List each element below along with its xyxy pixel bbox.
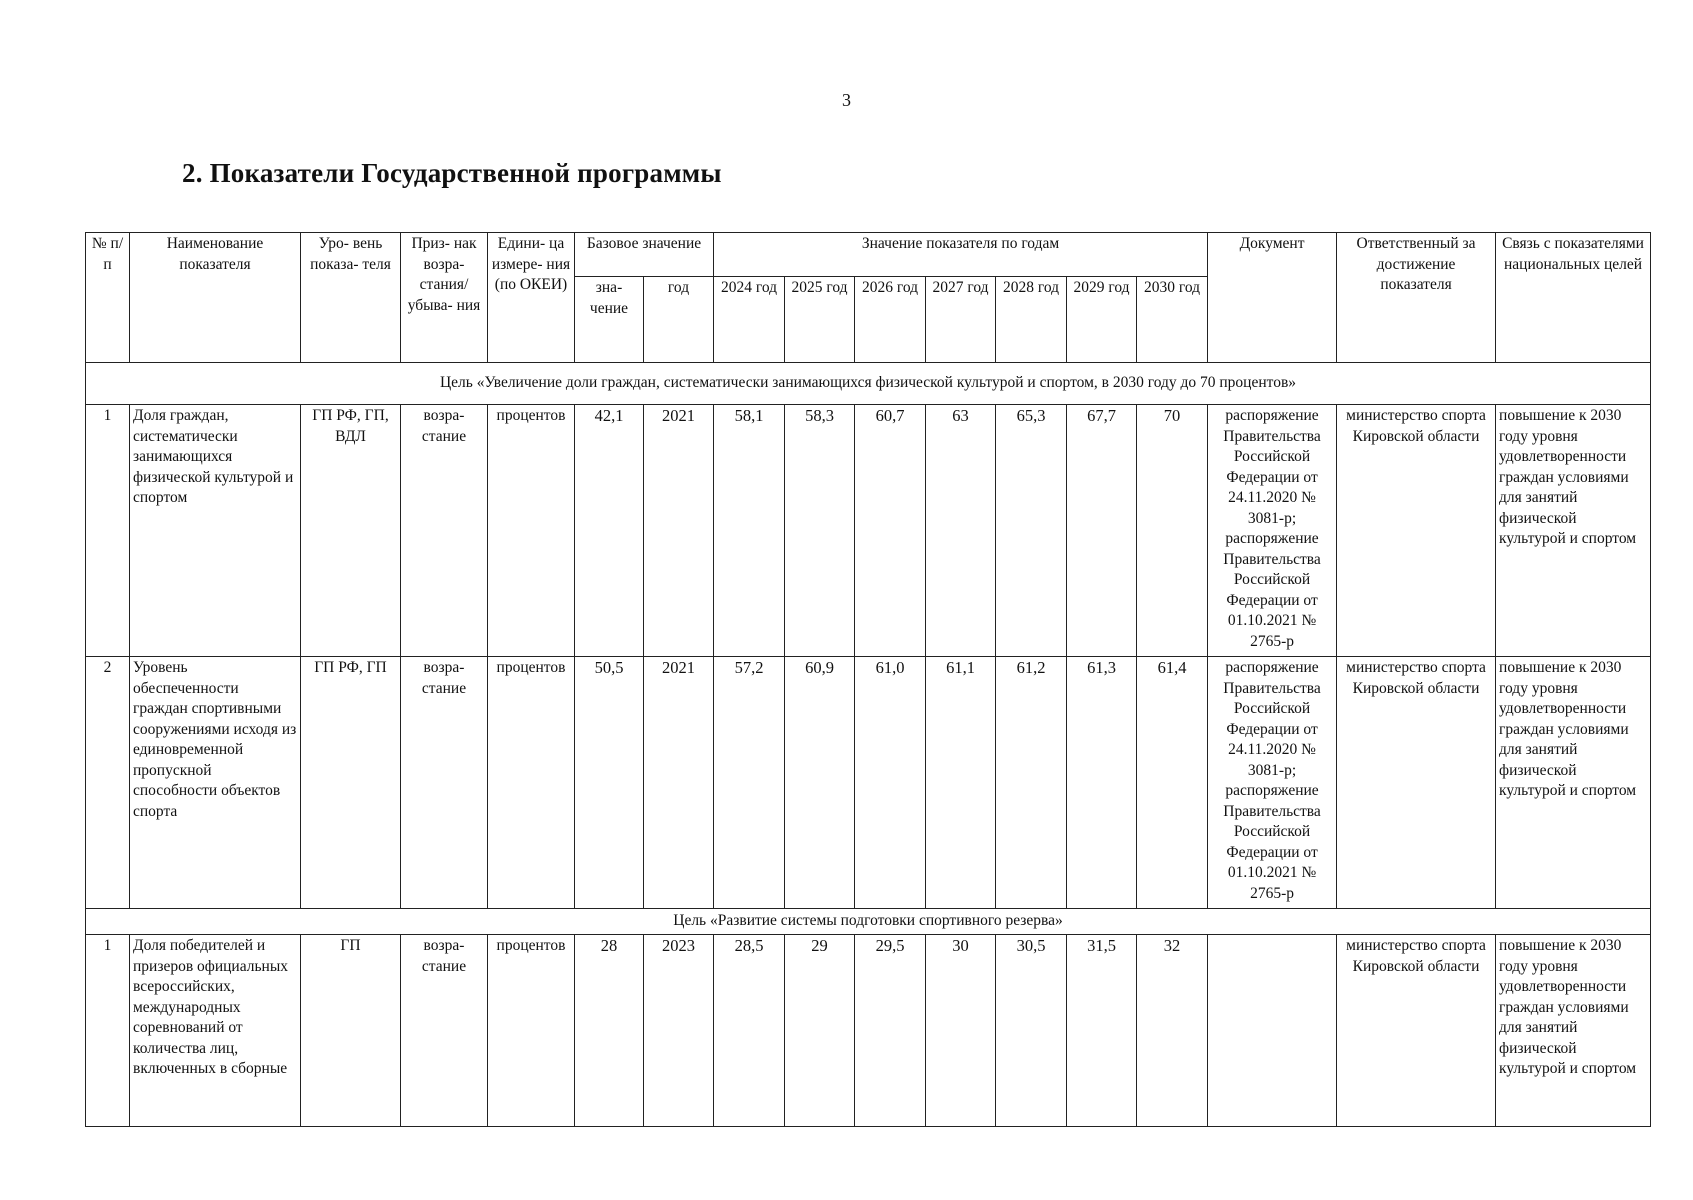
value-2027: 61,1 (926, 657, 996, 909)
header-values-by-year: Значение показателя по годам (714, 233, 1208, 277)
document: распоряжение Правительства Российской Федерации от 24.11.2020 № 3081-р; распоряжение Правительства Российской Федерации от 01.10.2021 № 2765-р (1208, 657, 1337, 909)
indicator-trend: возра- стание (401, 405, 488, 657)
value-2030: 32 (1137, 935, 1208, 1127)
header-base: Базовое значение (575, 233, 714, 277)
national-goal-link: повышение к 2030 году уровня удовлетворенности граждан условиями для занятий физической культурой и спортом (1496, 405, 1651, 657)
header-base-year: год (644, 277, 714, 363)
responsible: министерство спорта Кировской области (1337, 657, 1496, 909)
indicator-unit: процентов (488, 935, 575, 1127)
row-num: 1 (86, 935, 130, 1127)
indicator-level: ГП (301, 935, 401, 1127)
section-title: 2. Показатели Государственной программы (182, 158, 722, 188)
indicator-unit: процентов (488, 657, 575, 909)
value-2024: 58,1 (714, 405, 785, 657)
responsible: министерство спорта Кировской области (1337, 935, 1496, 1127)
value-2027: 30 (926, 935, 996, 1127)
responsible: министерство спорта Кировской области (1337, 405, 1496, 657)
value-2024: 57,2 (714, 657, 785, 909)
header-year-2026: 2026 год (855, 277, 926, 363)
header-unit: Едини- ца измере- ния (по ОКЕИ) (488, 233, 575, 363)
indicator-trend: возра- стание (401, 657, 488, 909)
indicator-level: ГП РФ, ГП (301, 657, 401, 909)
header-year-2025: 2025 год (785, 277, 855, 363)
indicator-name: Уровень обеспеченности граждан спортивными сооружениями исходя из единовременной пропускной способности объектов спорта (130, 657, 301, 909)
indicator-level: ГП РФ, ГП, ВДЛ (301, 405, 401, 657)
header-year-2024: 2024 год (714, 277, 785, 363)
base-year: 2021 (644, 405, 714, 657)
value-2026: 29,5 (855, 935, 926, 1127)
table-row (86, 405, 1651, 657)
header-year-2029: 2029 год (1067, 277, 1137, 363)
base-value: 50,5 (575, 657, 644, 909)
indicators-table (85, 232, 1651, 1127)
value-2030: 70 (1137, 405, 1208, 657)
header-base-value: зна- чение (575, 277, 644, 363)
header-trend: Приз- нак возра- стания/ убыва- ния (401, 233, 488, 363)
value-2028: 65,3 (996, 405, 1067, 657)
header-link: Связь с показателями национальных целей (1496, 233, 1651, 363)
header-year-2028: 2028 год (996, 277, 1067, 363)
value-2025: 29 (785, 935, 855, 1127)
table-row (86, 935, 1651, 1127)
value-2030: 61,4 (1137, 657, 1208, 909)
base-year: 2021 (644, 657, 714, 909)
value-2028: 61,2 (996, 657, 1067, 909)
value-2029: 31,5 (1067, 935, 1137, 1127)
base-value: 28 (575, 935, 644, 1127)
header-document: Документ (1208, 233, 1337, 363)
national-goal-link: повышение к 2030 году уровня удовлетворенности граждан условиями для занятий физической культурой и спортом (1496, 657, 1651, 909)
value-2028: 30,5 (996, 935, 1067, 1127)
page-number: 3 (842, 90, 851, 110)
value-2029: 61,3 (1067, 657, 1137, 909)
value-2026: 61,0 (855, 657, 926, 909)
indicator-name: Доля победителей и призеров официальных всероссийских, международных соревнований от количества лиц, включенных в сборные (130, 935, 301, 1127)
goal-heading: Цель «Увеличение доли граждан, систематически занимающихся физической культурой и спортом, в 2030 году до 70 процентов» (86, 363, 1651, 405)
indicator-trend: возра- стание (401, 935, 488, 1127)
indicator-unit: процентов (488, 405, 575, 657)
value-2024: 28,5 (714, 935, 785, 1127)
value-2025: 58,3 (785, 405, 855, 657)
value-2027: 63 (926, 405, 996, 657)
national-goal-link: повышение к 2030 году уровня удовлетворенности граждан условиями для занятий физической культурой и спортом (1496, 935, 1651, 1127)
value-2029: 67,7 (1067, 405, 1137, 657)
indicator-name: Доля граждан, систематически занимающихся физической культурой и спортом (130, 405, 301, 657)
base-year: 2023 (644, 935, 714, 1127)
row-num: 1 (86, 405, 130, 657)
base-value: 42,1 (575, 405, 644, 657)
table-row (86, 657, 1651, 909)
header-year-2030: 2030 год (1137, 277, 1208, 363)
header-level: Уро- вень показа- теля (301, 233, 401, 363)
header-num: № п/п (86, 233, 130, 363)
document: распоряжение Правительства Российской Федерации от 24.11.2020 № 3081-р; распоряжение Правительства Российской Федерации от 01.10.2021 № 2765-р (1208, 405, 1337, 657)
header-responsible: Ответственный за достижение показателя (1337, 233, 1496, 363)
value-2025: 60,9 (785, 657, 855, 909)
row-num: 2 (86, 657, 130, 909)
value-2026: 60,7 (855, 405, 926, 657)
header-year-2027: 2027 год (926, 277, 996, 363)
header-name: Наименование показателя (130, 233, 301, 363)
goal-heading: Цель «Развитие системы подготовки спортивного резерва» (86, 909, 1651, 935)
document (1208, 935, 1337, 1127)
